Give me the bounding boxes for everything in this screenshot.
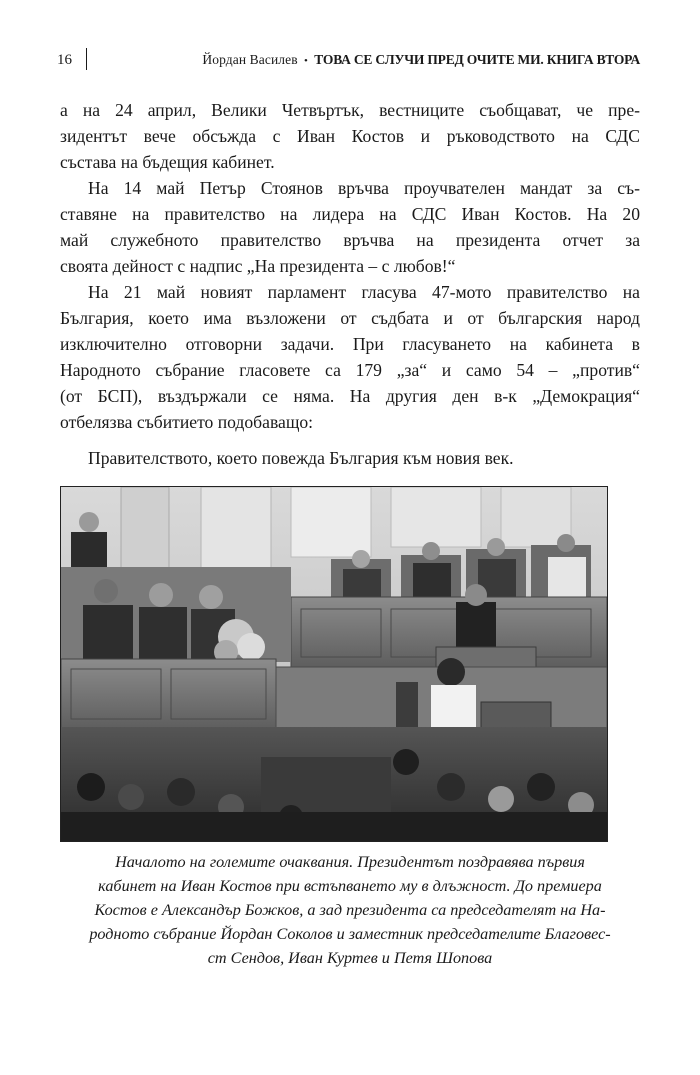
quote-line: Правителството, което повежда България към новия век.: [88, 448, 514, 468]
header-book-title: ТОВА СЕ СЛУЧИ ПРЕД ОЧИТЕ МИ. КНИГА ВТОРА: [314, 52, 640, 67]
photo-caption: [60, 850, 640, 970]
text-line: България, което има възложени от съдбата и от българския народ: [60, 308, 640, 328]
caption-line: ст Сендов, Иван Куртев и Петя Шопова: [207, 949, 493, 967]
text-line: зидентът вече обсъжда с Иван Костов и ръководството на СДС: [60, 126, 640, 146]
header-divider: [86, 48, 87, 70]
text-line: отбелязва събитието подобаващо:: [60, 412, 314, 432]
text-line: На 21 май новият парламент гласува 47-мото правителство на: [88, 282, 640, 302]
page-number: 16: [57, 52, 72, 68]
running-title: [202, 52, 640, 68]
header-author: Йордан Василев: [202, 52, 298, 67]
text-line: май служебното правителство връчва на президента отчет за: [60, 230, 640, 250]
text-line: изключително отговорни задачи. При гласуването на кабинета в: [60, 334, 640, 354]
caption-line: Началото на големите очаквания. Президентът поздравява първия: [115, 853, 585, 871]
header-separator: •: [304, 55, 308, 67]
text-line: ставяне на правителство на лидера на СДС Иван Костов. На 20: [60, 204, 640, 224]
caption-line: кабинет на Иван Костов при встъпването му в длъжност. До премиера: [98, 877, 602, 895]
caption-line: родното събрание Йордан Соколов и заместник председателите Благовес-: [89, 925, 611, 943]
paragraph-gap: [60, 435, 640, 445]
text-line: (от БСП), въздържали се няма. На другия ден в-к „Демокрация“: [60, 386, 640, 406]
body-text: [60, 97, 640, 471]
text-line: Народното събрание гласовете са 179 „за“ и само 54 – „против“: [60, 360, 640, 380]
parliament-photo: [60, 486, 608, 842]
running-header: [57, 48, 640, 72]
caption-line: Костов е Александър Божков, а зад президента са председателят на На-: [94, 901, 606, 919]
text-line: а на 24 април, Велики Четвъртък, вестниците съобщават, че пре-: [60, 100, 640, 120]
text-line: състава на бъдещия кабинет.: [60, 152, 275, 172]
text-line: своята дейност с надпис „На президента – с любов!“: [60, 256, 456, 276]
text-line: На 14 май Петър Стоянов връчва проучвателен мандат за съ-: [88, 178, 640, 198]
photo-illustration: [61, 487, 607, 841]
